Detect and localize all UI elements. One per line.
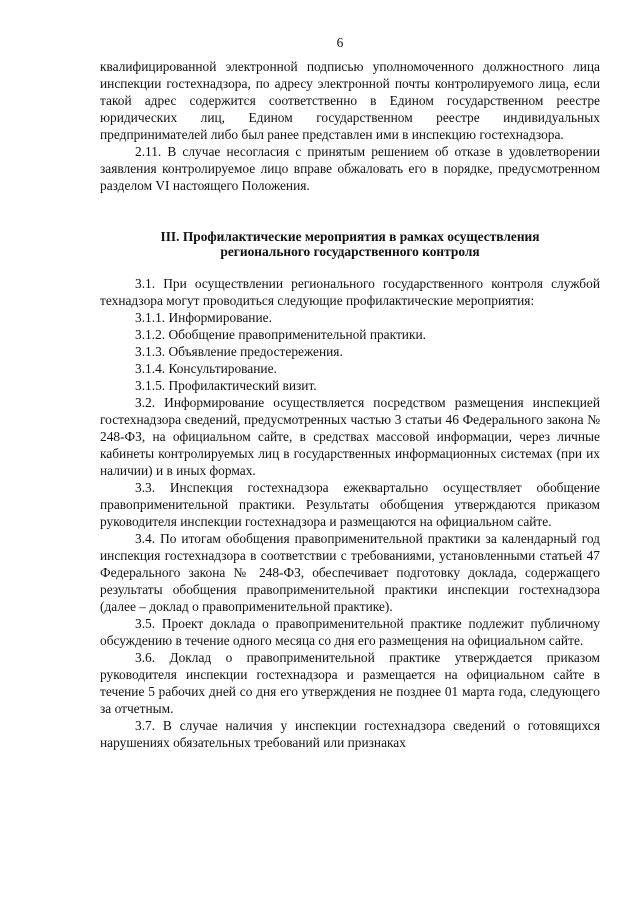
list-item: 3.1.4. Консультирование. <box>135 361 277 376</box>
list-item: 3.1.3. Объявление предостережения. <box>135 344 343 359</box>
section-heading-line-2: регионального государственного контроля <box>220 244 480 259</box>
paragraph-3-3: 3.3. Инспекция гостехнадзора ежеквартально осуществляет обобщение правоприменительной практики. Результаты обобщения утверждаются приказом руководителя инспекции гостехнадзора и размещаются на официальном сайте. <box>100 480 600 529</box>
paragraph-2-11: 2.11. В случае несогласия с принятым решением об отказе в удовлетворении заявления контролируемое лицо вправе обжаловать его в порядке, предусмотренном разделом VI настоящего Положения. <box>100 144 600 193</box>
paragraph-3-2: 3.2. Информирование осуществляется посредством размещения инспекцией гостехнадзора сведений, предусмотренных частью 3 статьи 46 Федерального закона № 248-ФЗ, на официальном сайте, в средствах массовой информации, через личные кабинеты контролируемых лиц в государственных информационных системах (при их наличии) и в иных формах. <box>100 395 600 478</box>
paragraph-3-4: 3.4. По итогам обобщения правоприменительной практики за календарный год инспекция гостехнадзора в соответствии с требованиями, установленными статьей 47 Федерального закона № 248-ФЗ, обеспечивает подготовку доклада, содержащего результаты обобщения правоприменительной практики инспекции гостехнадзора (далее – доклад о правоприменительной практике). <box>100 531 600 614</box>
list-item: 3.1.1. Информирование. <box>135 310 272 325</box>
list-item: 3.1.5. Профилактический визит. <box>135 378 317 393</box>
paragraph-3-6: 3.6. Доклад о правоприменительной практике утверждается приказом руководителя инспекции гостехнадзора и размещается на официальном сайте в течение 5 рабочих дней со дня его утверждения не позднее 01 марта года, следующего за отчетным. <box>100 650 600 716</box>
page-number: 6 <box>336 35 344 50</box>
section-heading <box>100 229 600 259</box>
paragraph-3-5: 3.5. Проект доклада о правоприменительной практике подлежит публичному обсуждению в течение одного месяца со дня его размещения на официальном сайте. <box>100 616 600 648</box>
section-heading-line-1: III. Профилактические мероприятия в рамках осуществления <box>160 229 540 244</box>
paragraph-3-7: 3.7. В случае наличия у инспекции гостехнадзора сведений о готовящихся нарушениях обязательных требований или признаках <box>100 718 600 750</box>
paragraph-continuation: квалифицированной электронной подписью уполномоченного должностного лица инспекции гостехнадзора, по адресу электронной почты контролируемого лица, если такой адрес содержится соответственно в Едином государственном реестре юридических лиц, Едином государственном реестре индивидуальных предпринимателей либо был ранее представлен ими в инспекцию гостехнадзора. <box>100 59 600 142</box>
list-item: 3.1.2. Обобщение правоприменительной практики. <box>135 327 426 342</box>
paragraph-3-1: 3.1. При осуществлении регионального государственного контроля службой технадзора могут проводиться следующие профилактические мероприятия: <box>100 276 600 308</box>
